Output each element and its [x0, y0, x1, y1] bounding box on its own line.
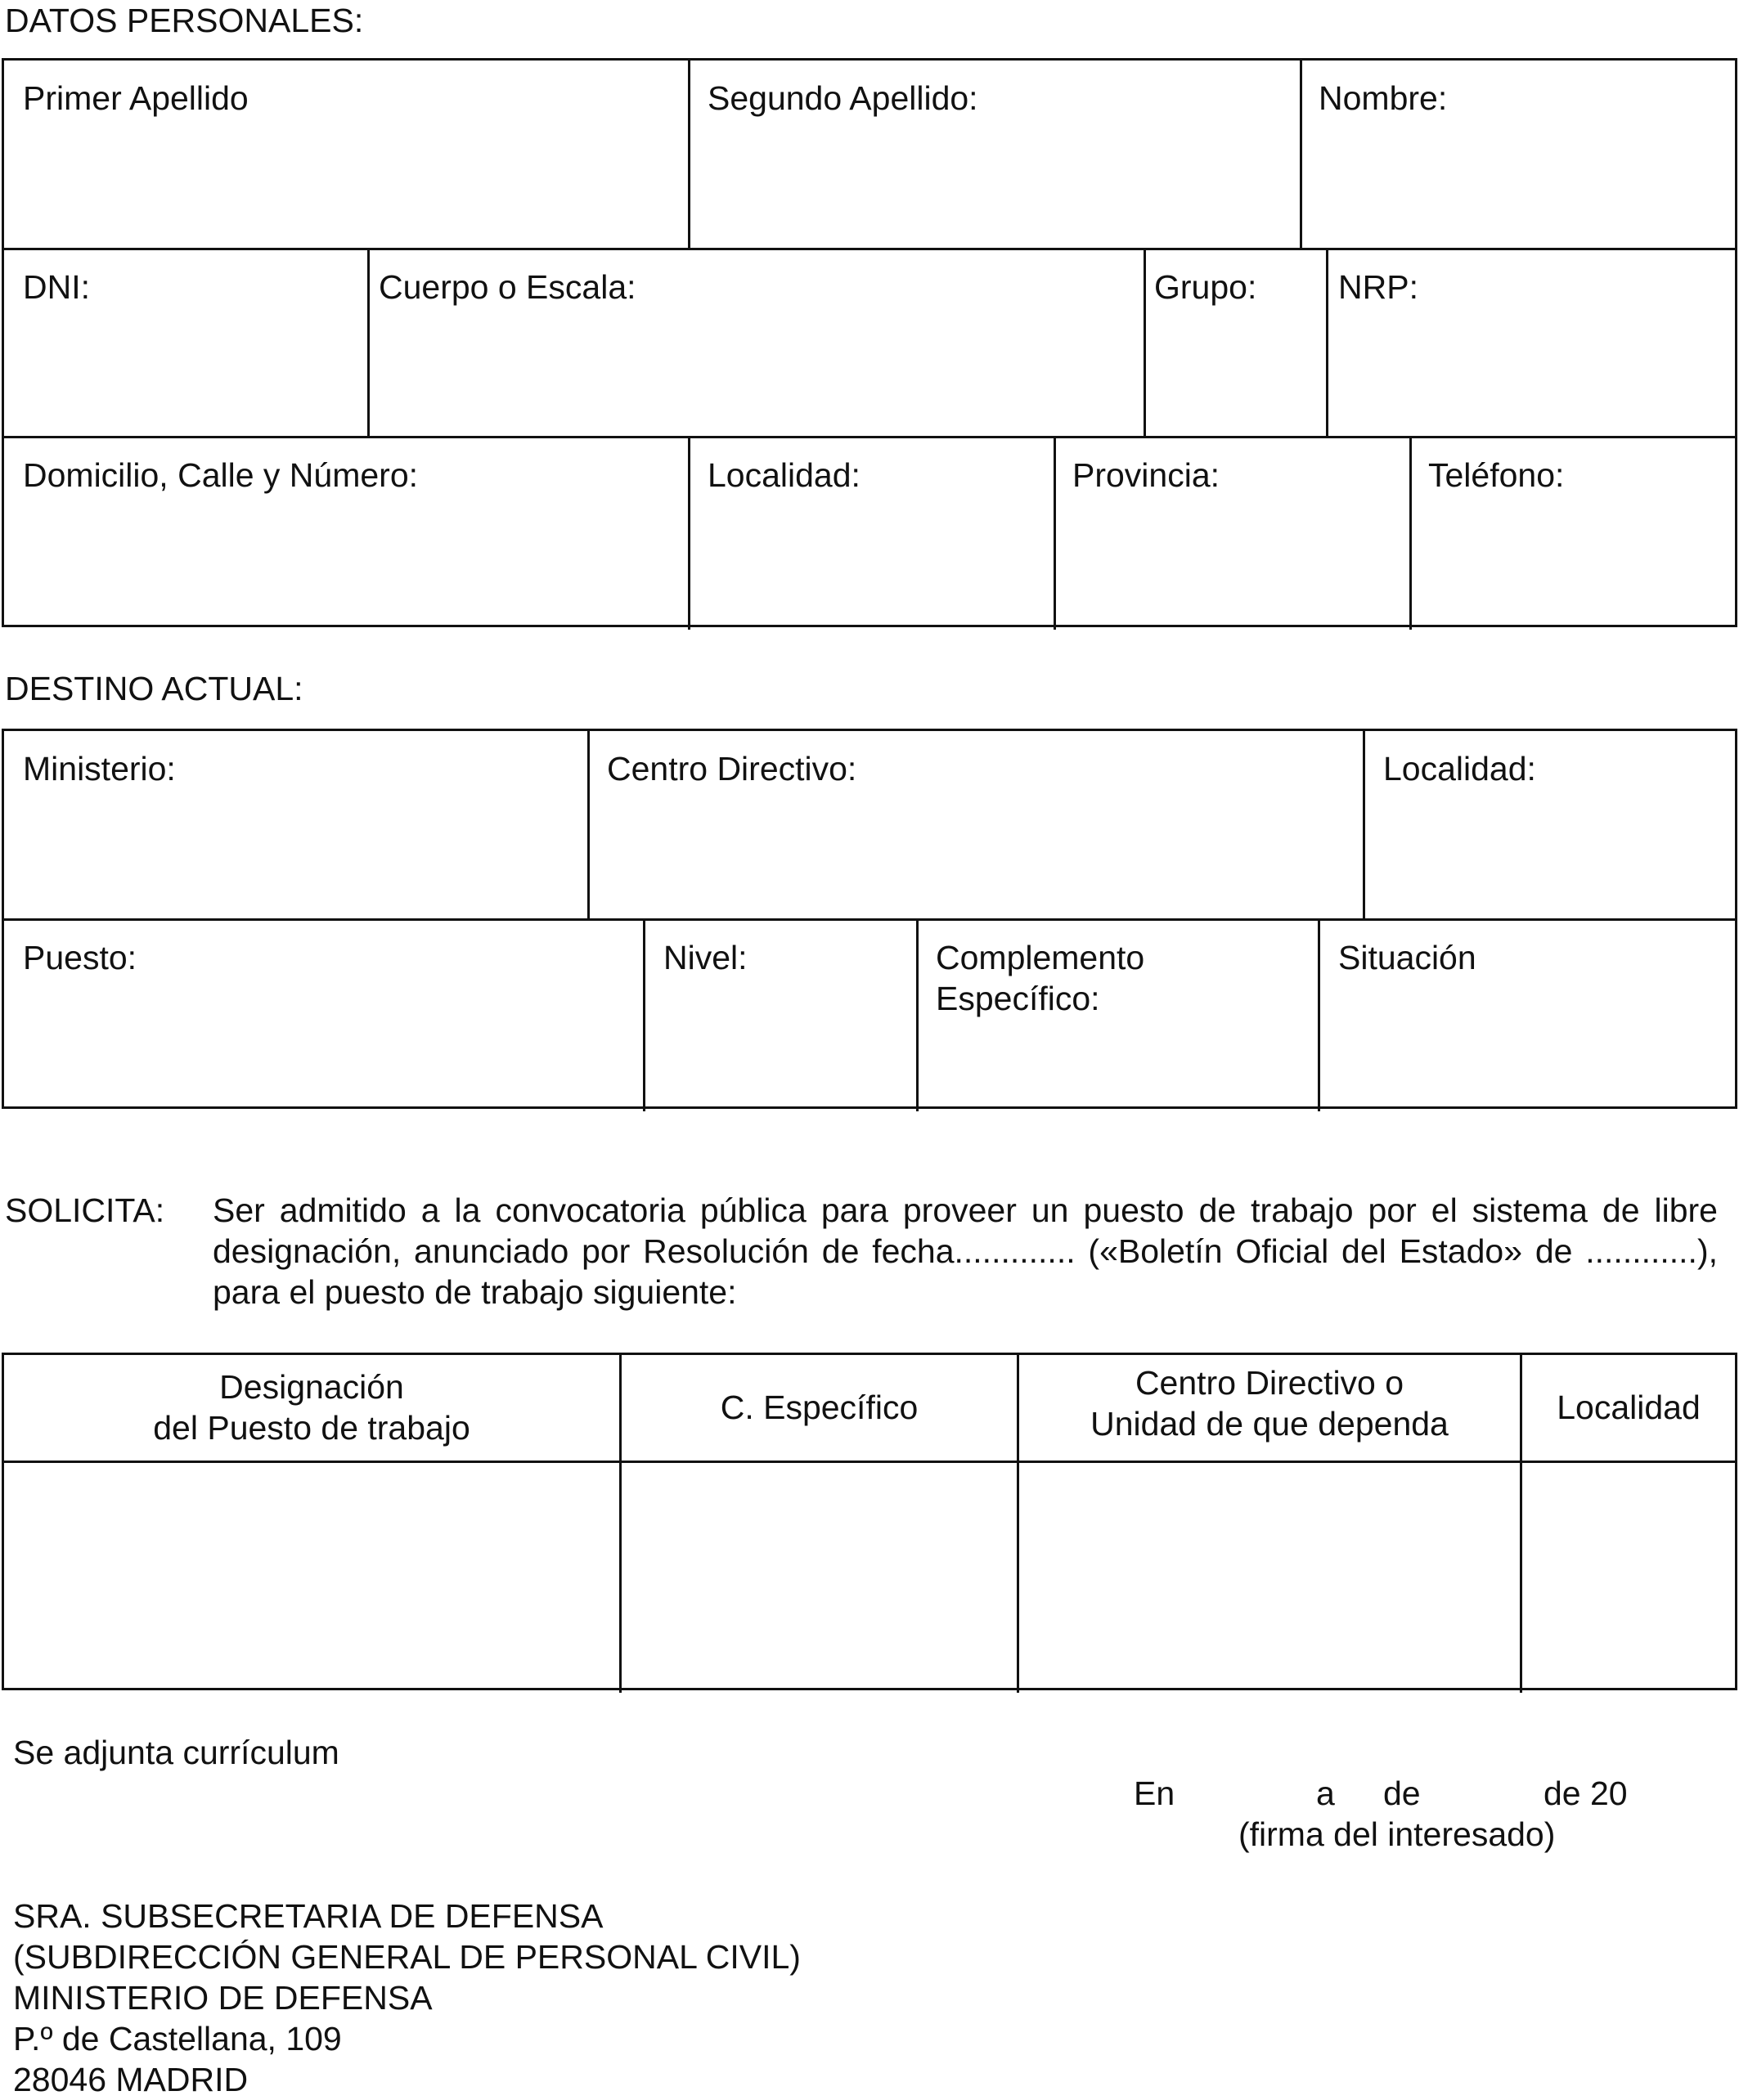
col-divider — [1326, 248, 1328, 436]
solicita-line1: Ser admitido a la convocatoria pública para proveer un puesto de trabajo por el sistema de libre — [213, 1191, 1718, 1229]
domicilio-field[interactable]: Domicilio, Calle y Número: — [23, 456, 419, 494]
nivel-field[interactable]: Nivel: — [663, 939, 748, 976]
dni-field[interactable]: DNI: — [23, 268, 90, 306]
col-header-designacion-line1: Designación — [219, 1368, 404, 1406]
curriculum-note: Se adjunta currículum — [13, 1734, 339, 1771]
complemento-label-line1: Complemento — [936, 939, 1145, 976]
destino-localidad-field[interactable]: Localidad: — [1383, 750, 1536, 788]
solicita-line3: para el puesto de trabajo siguiente: — [213, 1273, 737, 1311]
solicita-text — [213, 1190, 1718, 1312]
col-divider — [916, 918, 919, 1111]
firma-label: (firma del interesado) — [1238, 1815, 1556, 1853]
cell-centro-directivo[interactable] — [1019, 1463, 1520, 1688]
puesto-field[interactable]: Puesto: — [23, 939, 137, 976]
row-divider — [4, 436, 1735, 438]
destino-actual-heading: DESTINO ACTUAL: — [5, 670, 303, 707]
address-line: MINISTERIO DE DEFENSA — [13, 1979, 433, 2017]
complemento-field[interactable] — [936, 937, 1144, 1019]
col-header-designacion — [4, 1366, 619, 1448]
col-header-centro-directivo — [1019, 1362, 1520, 1444]
address-block — [13, 1896, 801, 2100]
col-divider — [587, 731, 590, 918]
col-header-centro-line2: Unidad de que dependa — [1090, 1405, 1449, 1443]
telefono-field[interactable]: Teléfono: — [1428, 456, 1565, 494]
datos-personales-table — [2, 58, 1737, 627]
cell-localidad[interactable] — [1522, 1463, 1735, 1688]
col-divider — [643, 918, 645, 1111]
localidad-field[interactable]: Localidad: — [708, 456, 861, 494]
col-divider — [367, 248, 370, 436]
address-line: P.º de Castellana, 109 — [13, 2020, 342, 2057]
centro-directivo-field[interactable]: Centro Directivo: — [607, 750, 857, 788]
provincia-field[interactable]: Provincia: — [1072, 456, 1220, 494]
col-header-c-especifico: C. Específico — [720, 1389, 919, 1426]
solicita-label: SOLICITA: — [5, 1191, 165, 1229]
primer-apellido-field[interactable]: Primer Apellido — [23, 79, 249, 117]
col-divider — [1409, 436, 1412, 630]
row-divider — [4, 248, 1735, 250]
col-divider — [1318, 918, 1320, 1111]
fecha-de-20: de 20 — [1544, 1775, 1628, 1812]
ministerio-field[interactable]: Ministerio: — [23, 750, 176, 788]
row-divider — [4, 918, 1735, 921]
situacion-field[interactable]: Situación — [1338, 939, 1476, 976]
cell-designacion[interactable] — [4, 1463, 619, 1688]
nombre-field[interactable]: Nombre: — [1319, 79, 1448, 117]
col-divider — [1144, 248, 1146, 436]
col-header-designacion-line2: del Puesto de trabajo — [153, 1409, 470, 1447]
col-header-localidad: Localidad — [1557, 1389, 1701, 1426]
cell-c-especifico[interactable] — [622, 1463, 1017, 1688]
fecha-a: a — [1316, 1775, 1335, 1812]
complemento-label-line2: Específico: — [936, 980, 1100, 1017]
col-divider — [688, 61, 690, 248]
col-header-centro-line1: Centro Directivo o — [1135, 1364, 1404, 1402]
col-divider — [1300, 61, 1302, 248]
col-divider — [1363, 731, 1365, 918]
address-line: 28046 MADRID — [13, 2061, 249, 2098]
fecha-de: de — [1383, 1775, 1421, 1812]
segundo-apellido-field[interactable]: Segundo Apellido: — [708, 79, 978, 117]
col-divider — [1054, 436, 1056, 630]
grupo-field[interactable]: Grupo: — [1154, 268, 1257, 306]
cuerpo-escala-field[interactable]: Cuerpo o Escala: — [379, 268, 636, 306]
col-divider — [688, 436, 690, 630]
solicita-line2: designación, anunciado por Resolución de fecha............. («Boletín Oficial del Estado» de ............), — [213, 1232, 1718, 1270]
datos-personales-heading: DATOS PERSONALES: — [5, 2, 364, 39]
nrp-field[interactable]: NRP: — [1338, 268, 1418, 306]
destino-actual-table — [2, 729, 1737, 1109]
address-line: (SUBDIRECCIÓN GENERAL DE PERSONAL CIVIL) — [13, 1938, 801, 1976]
fecha-en: En — [1134, 1775, 1175, 1812]
address-line: SRA. SUBSECRETARIA DE DEFENSA — [13, 1897, 604, 1935]
puesto-table — [2, 1353, 1737, 1690]
